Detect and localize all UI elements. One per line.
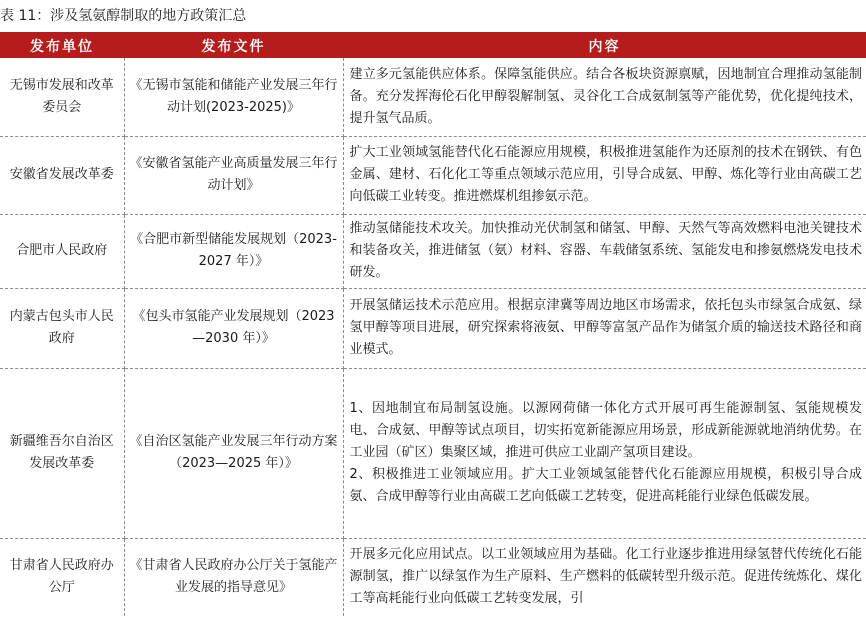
cell-doc: 《合肥市新型储能发展规划（2023-2027 年）》 — [124, 214, 343, 288]
cell-doc: 《安徽省氢能产业高质量发展三年行动计划》 — [124, 136, 343, 214]
header-unit: 发布单位 — [0, 34, 124, 58]
cell-doc: 《自治区氢能产业发展三年行动方案（2023—2025 年）》 — [124, 368, 343, 538]
content-item: 1、因地制宜布局制氢设施。以源网荷储一体化方式开展可再生能源制氢、氢能规模发电、合成氨、甲醇等试点项目，切实拓宽新能源应用场景，形成新能源就地消纳优势。在工业园（矿区）集聚区域，推进可供应工业副产氢项目建设。 — [349, 401, 862, 460]
header-doc: 发布文件 — [124, 34, 343, 58]
cell-unit: 无锡市发展和改革委员会 — [0, 58, 124, 136]
cell-content: 开展氢储运技术示范应用。根据京津冀等周边地区市场需求，依托包头市绿氢合成氨、绿氢甲醇等项目进展，研究探索将液氨、甲醇等富氢产品作为储氢介质的输送技术路径和商业模式。 — [343, 288, 866, 368]
table-caption: 表 11：涉及氢氨醇制取的地方政策汇总 — [0, 8, 247, 24]
cell-content: 推动氢储能技术攻关。加快推动光伏制氢和储氢、甲醇、天然气等高效燃料电池关键技术和装备攻关，推进储氢（氨）材料、容器、车载储氢系统、氢能发电和掺氨燃烧发电技术研发。 — [343, 214, 866, 288]
cell-unit: 新疆维吾尔自治区发展改革委 — [0, 368, 124, 538]
cell-doc: 《甘肃省人民政府办公厅关于氢能产业发展的指导意见》 — [124, 538, 343, 616]
content-item: 2、积极推进工业领域应用。扩大工业领域氢能替代化石能源应用规模，积极引导合成氨、合成甲醇等行业由高碳工艺向低碳工艺转变，促进高耗能行业绿色低碳发展。 — [349, 467, 862, 504]
cell-unit: 安徽省发展改革委 — [0, 136, 124, 214]
table-row — [0, 538, 866, 616]
header-row — [0, 34, 866, 58]
header-content: 内容 — [343, 34, 866, 58]
cell-unit: 甘肃省人民政府办公厅 — [0, 538, 124, 616]
cell-content — [343, 368, 866, 538]
policy-table — [0, 34, 866, 616]
table-row — [0, 368, 866, 538]
cell-unit: 合肥市人民政府 — [0, 214, 124, 288]
cell-doc: 《包头市氢能产业发展规划（2023—2030 年）》 — [124, 288, 343, 368]
table-row — [0, 136, 866, 214]
cell-content: 建立多元氢能供应体系。保障氢能供应。结合各板块资源禀赋，因地制宜合理推动氢能制备。充分发挥海伦石化甲醇裂解制氢、灵谷化工合成氨制氢等产能优势，优化提纯技术，提升氢气品质。 — [343, 58, 866, 136]
cell-unit: 内蒙古包头市人民政府 — [0, 288, 124, 368]
table-row — [0, 58, 866, 136]
cell-content: 扩大工业领域氢能替代化石能源应用规模，积极推进氢能作为还原剂的技术在钢铁、有色金属、建材、石化化工等重点领域示范应用，引导合成氨、甲醇、炼化等行业由高碳工艺向低碳工业转变。推进燃煤机组掺氨示范。 — [343, 136, 866, 214]
table-row — [0, 288, 866, 368]
cell-doc: 《无锡市氢能和储能产业发展三年行动计划(2023-2025)》 — [124, 58, 343, 136]
cell-content: 开展多元化应用试点。以工业领域应用为基础。化工行业逐步推进用绿氢替代传统化石能源制氢，推广以绿氢作为生产原料、生产燃料的低碳转型升级示范。促进传统炼化、煤化工等高耗能行业向低碳工艺转变发展，引 — [349, 547, 862, 607]
table-row — [0, 214, 866, 288]
